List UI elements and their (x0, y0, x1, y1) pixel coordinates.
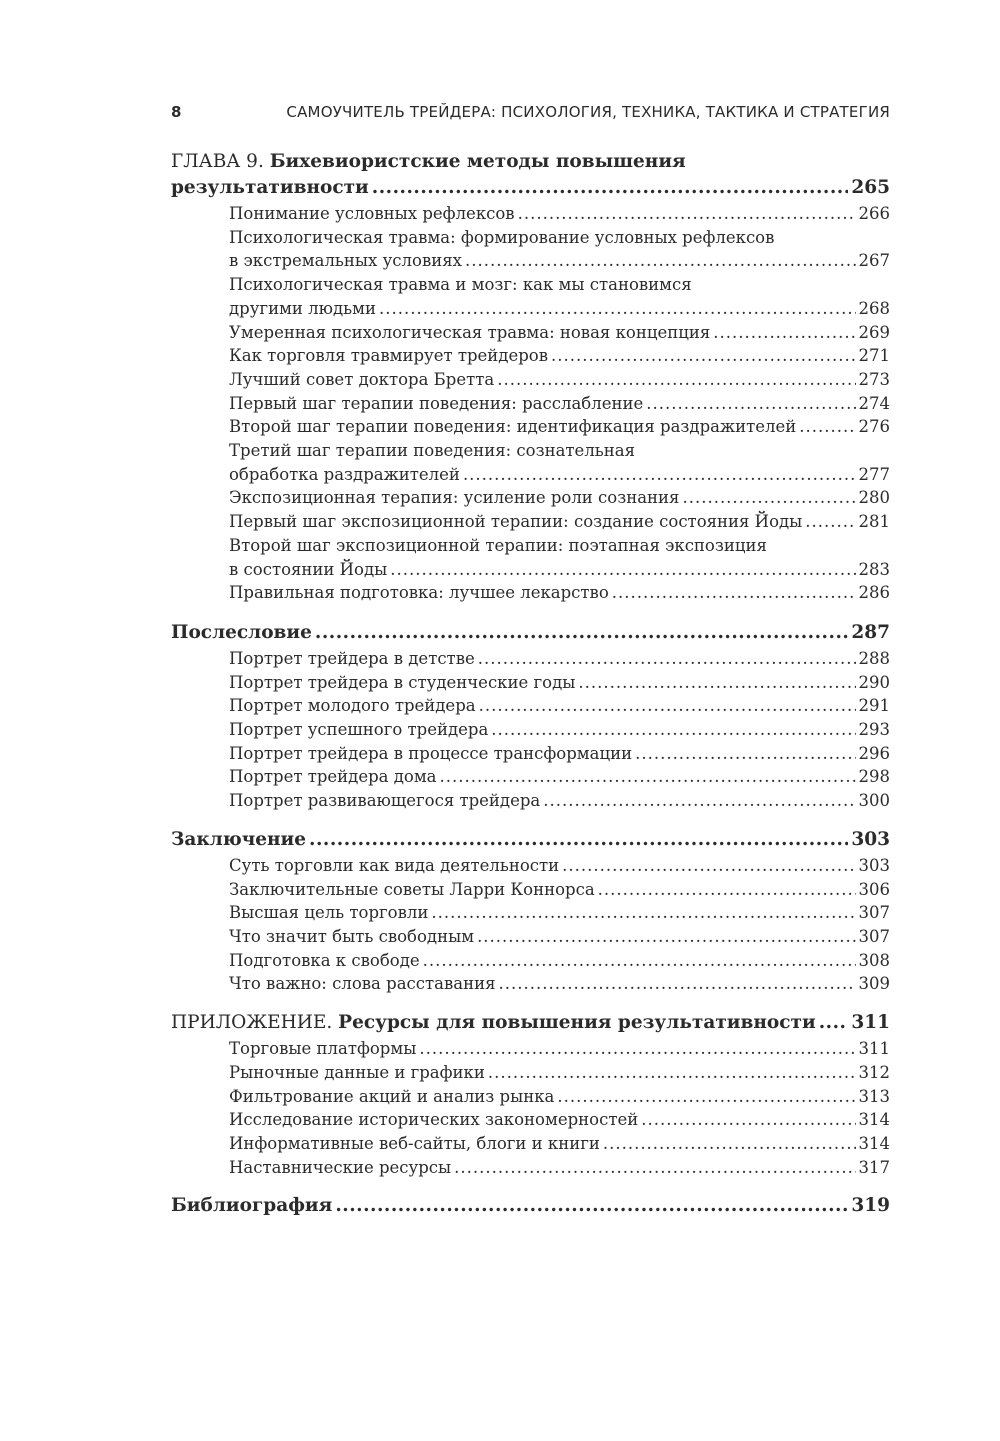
page-ref: 300 (858, 791, 890, 811)
entry-line (229, 765, 890, 789)
entry-title (229, 878, 595, 902)
page-ref: 313 (858, 1086, 890, 1106)
toc-entry[interactable] (229, 671, 890, 695)
toc-entries (171, 1037, 890, 1179)
toc-entry[interactable] (229, 415, 890, 439)
entry-title (229, 949, 420, 973)
entry-title (229, 510, 802, 534)
entry-text: Правильная подготовка: лучшее лекарство (229, 583, 609, 603)
entry-text: Умеренная психологическая травма: новая концепция (229, 322, 711, 342)
entry-title (229, 392, 643, 416)
entry-text: Подготовка к свободе (229, 950, 420, 970)
page-ref: 265 (851, 177, 890, 198)
entry-line (229, 510, 890, 534)
running-title: САМОУЧИТЕЛЬ ТРЕЙДЕРА: ПСИХОЛОГИЯ, ТЕХНИКА, ТАКТИКА И СТРАТЕГИЯ (286, 103, 890, 121)
dot-leader (805, 510, 855, 534)
page-ref: 293 (858, 720, 890, 740)
section-name: Заключение (171, 828, 307, 850)
entry-text: Портрет развивающегося трейдера (229, 791, 541, 811)
dot-leader (491, 718, 855, 742)
entry-title (229, 718, 488, 742)
dot-leader (543, 789, 855, 813)
page-ref: 307 (858, 903, 890, 923)
entry-line (229, 878, 890, 902)
entry-text: Портрет трейдера в студенческие годы (229, 672, 576, 692)
entry-text: Что важно: слова расставания (229, 974, 496, 994)
dot-leader (612, 581, 856, 605)
dot-leader (423, 949, 856, 973)
entry-text: Исследование исторических закономерностей (229, 1110, 639, 1130)
dot-leader (497, 368, 855, 392)
entry-line (229, 854, 890, 878)
running-header (171, 103, 890, 127)
dot-leader (598, 878, 856, 902)
entry-title (229, 581, 609, 605)
entry-line (229, 463, 890, 487)
page-ref: 266 (858, 204, 890, 223)
entry-text: другими людьми (229, 298, 376, 318)
entry-title (229, 1061, 485, 1085)
entry-text: Высшая цель торговли (229, 903, 429, 923)
entry-title (229, 202, 515, 226)
dot-leader (713, 321, 855, 345)
entry-line (229, 694, 890, 718)
toc-entry[interactable] (229, 1108, 890, 1132)
dot-leader (551, 344, 855, 368)
entry-title (229, 901, 428, 925)
page-ref: 286 (858, 583, 890, 603)
chapter-title-cont: результативности (171, 177, 369, 198)
toc-entries (171, 647, 890, 813)
toc-entry[interactable] (229, 789, 890, 813)
dot-leader (478, 647, 856, 671)
dot-leader (465, 249, 856, 273)
entry-title (229, 1085, 554, 1109)
entry-title (229, 742, 632, 766)
dot-leader (379, 297, 856, 321)
toc-entry[interactable] (229, 202, 890, 226)
toc-entry[interactable] (229, 226, 890, 273)
dot-leader (635, 742, 855, 766)
toc-section (171, 620, 890, 813)
entry-text: в экстремальных условиях (229, 251, 462, 271)
entry-text: Что значит быть свободным (229, 926, 475, 946)
section-title-text (171, 1010, 816, 1036)
entry-line (229, 392, 890, 416)
toc-entry[interactable] (229, 972, 890, 996)
page-ref: 314 (858, 1110, 890, 1130)
entry-text: Портрет трейдера в детстве (229, 648, 475, 668)
entry-line (229, 368, 890, 392)
entry-line (229, 647, 890, 671)
entry-title (229, 671, 575, 695)
page-ref: 307 (858, 926, 890, 946)
entry-title-line: Третий шаг терапии поведения: сознательная (229, 441, 636, 461)
entry-text: Портрет молодого трейдера (229, 696, 476, 716)
toc-entry[interactable] (229, 718, 890, 742)
entry-title-line: Психологическая травма и мозг: как мы становимся (229, 275, 692, 295)
page-ref: 308 (858, 950, 890, 970)
entry-title (229, 297, 376, 321)
entry-text: Рыночные данные и графики (229, 1062, 485, 1082)
entry-title (229, 368, 494, 392)
toc-section (171, 149, 890, 605)
section-title-line (171, 1193, 890, 1219)
entry-line (229, 1037, 890, 1061)
entry-text: Заключительные советы Ларри Коннорса (229, 879, 595, 899)
page-ref: 309 (858, 974, 890, 994)
entry-line (229, 742, 890, 766)
entry-line (229, 718, 890, 742)
page-ref: 274 (858, 393, 890, 413)
section-title (171, 1193, 890, 1219)
entry-line (229, 972, 890, 996)
toc-entry[interactable] (229, 878, 890, 902)
section-title-line (171, 149, 890, 175)
page-ref: 303 (858, 855, 890, 875)
page-ref: 317 (858, 1157, 890, 1177)
page-ref: 319 (851, 1195, 890, 1217)
entry-title (229, 789, 540, 813)
page-number: 8 (171, 103, 182, 121)
dot-leader (335, 1193, 848, 1219)
entry-text: Портрет трейдера дома (229, 767, 437, 787)
toc-entry[interactable] (229, 854, 890, 878)
entry-text: Второй шаг терапии поведения: идентификация раздражителей (229, 417, 797, 437)
entry-text: Экспозиционная терапия: усиление роли сознания (229, 488, 680, 508)
section-title (171, 620, 890, 646)
toc-section (171, 1193, 890, 1219)
dot-leader (646, 392, 855, 416)
toc-entry[interactable] (229, 392, 890, 416)
page-ref: 277 (858, 464, 890, 484)
entry-line (229, 415, 890, 439)
page-ref: 269 (858, 322, 890, 342)
entry-line (229, 949, 890, 973)
toc-entry[interactable] (229, 949, 890, 973)
entry-text: Первый шаг терапии поведения: расслабление (229, 393, 644, 413)
entry-line (229, 789, 890, 813)
entry-title (229, 925, 474, 949)
dot-leader (488, 1061, 856, 1085)
entry-title (229, 1108, 638, 1132)
dot-leader (819, 1010, 849, 1036)
entry-line (229, 321, 890, 345)
toc-entry[interactable] (229, 901, 890, 925)
toc-entry[interactable] (229, 368, 890, 392)
entry-title (229, 972, 496, 996)
toc-entry[interactable] (229, 1085, 890, 1109)
toc-entry[interactable] (229, 534, 890, 581)
toc-entry[interactable] (229, 486, 890, 510)
entry-text: в состоянии Йоды (229, 559, 388, 579)
entry-text: Фильтрование акций и анализ рынка (229, 1086, 555, 1106)
dot-leader (315, 620, 848, 646)
toc-entry[interactable] (229, 925, 890, 949)
page-ref: 287 (851, 621, 890, 643)
entry-title (229, 249, 462, 273)
page-ref: 288 (858, 648, 890, 668)
page-ref: 303 (851, 828, 890, 850)
section-title (171, 1010, 890, 1036)
page-ref: 283 (858, 559, 890, 579)
entry-title (229, 415, 796, 439)
entry-line (229, 1108, 890, 1132)
page-ref: 296 (858, 743, 890, 763)
section-gap (171, 996, 890, 1010)
entry-text: Торговые платформы (229, 1039, 417, 1059)
entry-line (229, 1085, 890, 1109)
section-gap (171, 813, 890, 827)
entry-line (229, 344, 890, 368)
entry-title (229, 486, 679, 510)
page-ref: 291 (858, 696, 890, 716)
dot-leader (372, 175, 849, 201)
dot-leader (309, 827, 848, 853)
entry-title (229, 1132, 600, 1156)
entry-title (229, 854, 559, 878)
page-ref: 273 (858, 369, 890, 389)
entry-text: Лучший совет доктора Бретта (229, 369, 495, 389)
toc-entry[interactable] (229, 1156, 890, 1180)
page-ref: 314 (858, 1133, 890, 1153)
toc-entry[interactable] (229, 765, 890, 789)
toc-entry[interactable] (229, 344, 890, 368)
dot-leader (431, 901, 855, 925)
chapter-label: ГЛАВА 9. (171, 151, 270, 172)
page-ref: 312 (858, 1062, 890, 1082)
section-name: Библиография (171, 1195, 333, 1217)
entry-line (229, 925, 890, 949)
dot-leader (479, 694, 856, 718)
entry-line (229, 486, 890, 510)
toc-entry[interactable] (229, 1132, 890, 1156)
dot-leader (499, 972, 856, 996)
section-title-text (171, 175, 369, 201)
section-title-line (171, 827, 890, 853)
page-ref: 306 (858, 879, 890, 899)
entry-line (229, 249, 890, 273)
entry-title (229, 321, 710, 345)
entry-line (229, 581, 890, 605)
toc-entry[interactable] (229, 321, 890, 345)
table-of-contents (171, 149, 890, 1219)
dot-leader (390, 558, 855, 582)
section-name: Послесловие (171, 621, 312, 643)
section-gap (171, 605, 890, 620)
appendix-title: Ресурсы для повышения результативности (338, 1012, 816, 1034)
toc-entry[interactable] (229, 439, 890, 486)
page-ref: 281 (858, 512, 890, 532)
entry-text: Понимание условных рефлексов (229, 204, 515, 223)
toc-entry[interactable] (229, 1061, 890, 1085)
entry-line (229, 202, 890, 226)
dot-leader (799, 415, 855, 439)
dot-leader (440, 765, 856, 789)
section-title-text (171, 620, 312, 646)
toc-entry[interactable] (229, 510, 890, 534)
dot-leader (557, 1085, 855, 1109)
entry-text: Первый шаг экспозиционной терапии: создание состояния Йоды (229, 512, 803, 532)
entry-title (229, 1156, 451, 1180)
page-ref: 311 (858, 1039, 890, 1059)
section-title (171, 827, 890, 853)
toc-entries (171, 854, 890, 996)
entry-line (229, 901, 890, 925)
dot-leader (454, 1156, 855, 1180)
entry-line (229, 558, 890, 582)
section-title-line (171, 175, 890, 201)
dot-leader (463, 463, 856, 487)
dot-leader (641, 1108, 855, 1132)
toc-entry[interactable] (229, 647, 890, 671)
page-ref: 298 (858, 767, 890, 787)
section-title (171, 149, 890, 201)
entry-title (229, 647, 475, 671)
section-gap (171, 1179, 890, 1193)
toc-entry[interactable] (229, 694, 890, 718)
entry-title (229, 765, 437, 789)
dot-leader (419, 1037, 855, 1061)
chapter-title: Бихевиористские методы повышения (269, 151, 686, 172)
page-ref: 311 (851, 1012, 890, 1034)
section-title-line (171, 620, 890, 646)
entry-title (229, 463, 460, 487)
entry-line (229, 297, 890, 321)
page-ref: 268 (858, 298, 890, 318)
toc-section (171, 827, 890, 996)
dot-leader (603, 1132, 856, 1156)
section-title-text (171, 827, 306, 853)
toc-entries (171, 202, 890, 605)
entry-title (229, 558, 387, 582)
entry-text: Суть торговли как вида деятельности (229, 855, 560, 875)
dot-leader (562, 854, 855, 878)
dot-leader (578, 671, 855, 695)
toc-entry[interactable] (229, 1037, 890, 1061)
appendix-label: ПРИЛОЖЕНИЕ. (171, 1012, 339, 1034)
toc-section (171, 1010, 890, 1179)
entry-title-line: Психологическая травма: формирование условных рефлексов (229, 227, 775, 247)
entry-text: обработка раздражителей (229, 464, 460, 484)
toc-entry[interactable] (229, 742, 890, 766)
section-title-line (171, 1010, 890, 1036)
entry-title (229, 694, 476, 718)
toc-entry[interactable] (229, 273, 890, 320)
toc-entry[interactable] (229, 581, 890, 605)
entry-line (229, 671, 890, 695)
entry-title (229, 1037, 416, 1061)
section-title-text (171, 1193, 332, 1219)
entry-title (229, 344, 548, 368)
page-ref: 267 (858, 251, 890, 271)
dot-leader (518, 202, 856, 226)
page-ref: 271 (858, 346, 890, 366)
entry-text: Портрет успешного трейдера (229, 720, 489, 740)
entry-text: Портрет трейдера в процессе трансформации (229, 743, 633, 763)
entry-text: Наставнические ресурсы (229, 1157, 452, 1177)
page-ref: 280 (858, 488, 890, 508)
entry-title-line: Второй шаг экспозиционной терапии: поэтапная экспозиция (229, 535, 767, 555)
entry-text: Информативные веб-сайты, блоги и книги (229, 1133, 600, 1153)
entry-line (229, 1156, 890, 1180)
dot-leader (682, 486, 855, 510)
entry-text: Как торговля травмирует трейдеров (229, 346, 549, 366)
entry-line (229, 1132, 890, 1156)
dot-leader (477, 925, 855, 949)
page-ref: 276 (858, 417, 890, 437)
entry-line (229, 1061, 890, 1085)
page-ref: 290 (858, 672, 890, 692)
